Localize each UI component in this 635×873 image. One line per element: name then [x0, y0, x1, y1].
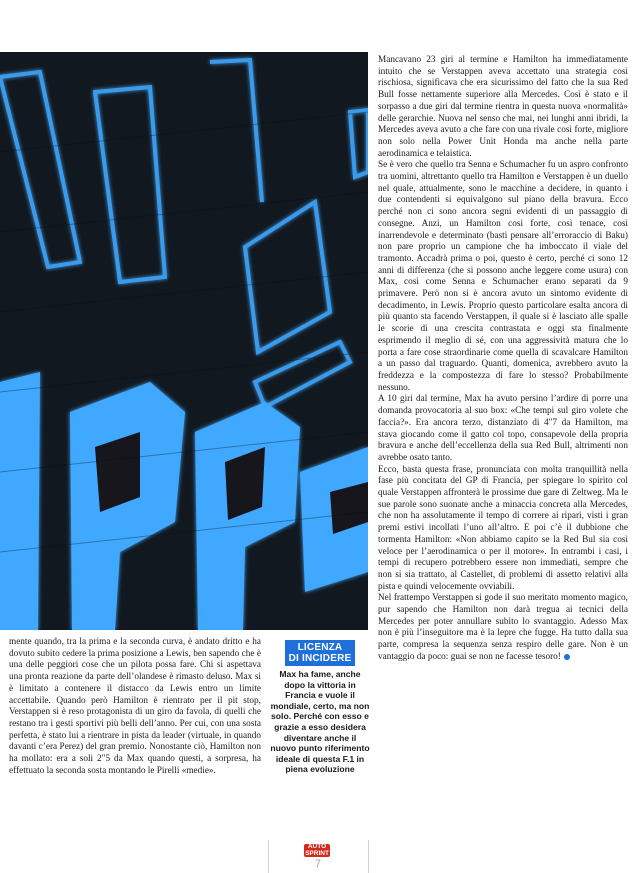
paragraph: Mancavano 23 giri al termine e Hamilton ha immediatamente intuito che se Verstappen aveva accettato una strategia così rischiosa, significava che era sicurissimo del fatto che la sua Red Bull fosse nettamente superiore alla Mercedes. Così è stato e il sorpasso a due giri dal termine rientra in questa nuova «normalità» delle gerarchie. Nuova nel senso che mai, nei lunghi anni ibridi, la Mercedes aveva avuto a che fare con una rivale così forte, migliore non solo nella Power Unit Honda ma anche nella parte aerodinamica e telaistica. — [378, 55, 628, 159]
pull-quote-title — [285, 640, 356, 666]
photo-glow-lettering — [0, 52, 368, 630]
paragraph: Se è vero che quello tra Senna e Schumacher fu un aspro confronto tra uomini, altrettanto quello tra Hamilton e Verstappen è un duello nel quale, attualmente, sono le macchine a decidere, in quanto i due contendenti si equivalgono sul piano della bravura. Ecco perché non ci sono ancora segni evidenti di un passaggio di consegne. Anzi, un Hamilton così forte, così tenace, così inarrendevole e determinato (basti pensare all’erroraccio di Baku) non pare proprio un campione che ha imboccato il viale del tramonto. Accadrà prima o poi, questo è certo, perché ci sono 12 anni di differenza (che si possono anche leggere come usura) con Max, così come Senna e Schumacher erano separati da 9 primavere. Però non si è ancora avuto un sintomo evidente di decadimento, in Lewis. Proprio questo particolare esalta ancora di più quanto sta facendo Verstappen, il quale si è lasciato alle spalle le scorie di una crescita contrastata e oggi sta finalmente esprimendo il meglio di sé, con una aggressività matura che lo porta a fare cose straordinarie come quella di scavalcare Hamilton a un passo dal traguardo. Quanti, domenica, avrebbero avuto la freddezza e la compostezza di fare lo stesso? Probabilmente nessuno. — [378, 160, 628, 393]
autosprint-logo — [304, 844, 330, 857]
logo-line1: AUTO — [307, 843, 327, 850]
footer-divider — [268, 840, 269, 873]
paragraph-text: Nel frattempo Verstappen si gode il suo meritato momento magico, pur sapendo che Hamilton non darà tregua ai tecnici della Mercedes per poter annullare subito lo svantaggio. Adesso Max non è più l’inseguitore ma è la lepre che fugge. Ha tutto dalla sua parte, compresa la sequenza senza respiro delle gare. Non è un vantaggio da poco: guai se non ne facesse tesoro! — [378, 593, 628, 662]
paragraph: Ecco, basta questa frase, pronunciata con molta tranquillità nella fase più concitata del GP di Francia, per spiegare lo spirito col quale Verstappen affronterà le prossime due gare di Zeltweg. Ma le sue parole sono suonate anche a minaccia concreta alla Mercedes, che non ha assolutamente il tempo di correre ai ripari, visti i gran premi estivi incollati l’uno all’altro. E poi c’è il dubbione che tormenta Hamilton: «Non abbiamo capito se la Red Bul sia così veloce per l’aerodinamica o per il motore». In entrambi i casi, i tempi di recupero potrebbero essere non immediati, sempre che non si sia trattato, al Castellet, di problemi di assetto relativi alla pista e quindi velocemente ovviabili. — [378, 464, 628, 592]
paragraph-last — [378, 593, 628, 663]
pull-quote-text: Max ha fame, anche dopo la vittoria in Francia e vuole il mondiale, certo, ma non solo. Perché con esso e grazie a esso desidera diventare anche il nuovo punto riferimento ideale di questa F.1 in piena evoluzione — [270, 669, 370, 775]
pull-quote-box — [270, 640, 370, 775]
logo-line2: SPRINT — [305, 849, 329, 857]
article-column-right — [378, 55, 628, 664]
footer-divider — [368, 840, 369, 873]
photo-helmet-graphic — [0, 52, 368, 630]
page-number: 7 — [314, 858, 322, 870]
pull-quote-title-line1: LICENZA — [297, 642, 343, 653]
pull-quote-title-line2: DI INCIDERE — [288, 653, 352, 664]
paragraph: mente quando, tra la prima e la seconda curva, è andato dritto e ha dovuto subito cedere la prima posizione a Lewis, ben sapendo che è una delle peggiori cose che un pilota possa fare. Chi si aspettava una pronta reazione da parte dell’olandese è rimasto deluso. Max si è limitato a contenere il distacco da Lewis entro un limite accettabile. Quando però Hamilton è rientrato per il pit stop, Verstappen si è reso protagonista di un giro da favola, di quelli che restano tra i gesti sportivi più belli dell’anno. Per cui, con una sosta perfetta, è stato lui a rientrare in pista da leader (virtuale, in quando davanti c’era Perez) del gran premio. Nonostante ciò, Hamilton non ha mollato: era a soli 2"5 da Max quando questi, a sorpresa, ha effettuato la seconda sosta montando le Pirelli «medie». — [9, 637, 261, 776]
article-column-left — [9, 637, 261, 777]
paragraph: A 10 giri dal termine, Max ha avuto persino l’ardire di porre una domanda provocatoria al suo box: «Che tempi sul giro volete che faccia?». Era ancora terzo, distanziato di 4"7 da Hamilton, ma stava giocando come il gatto col topo, consapevole della propria bravura e anche dell’eccellenza della sua Red Bull, altrimenti non avrebbe osato tanto. — [378, 394, 628, 463]
end-mark-icon — [564, 654, 570, 660]
